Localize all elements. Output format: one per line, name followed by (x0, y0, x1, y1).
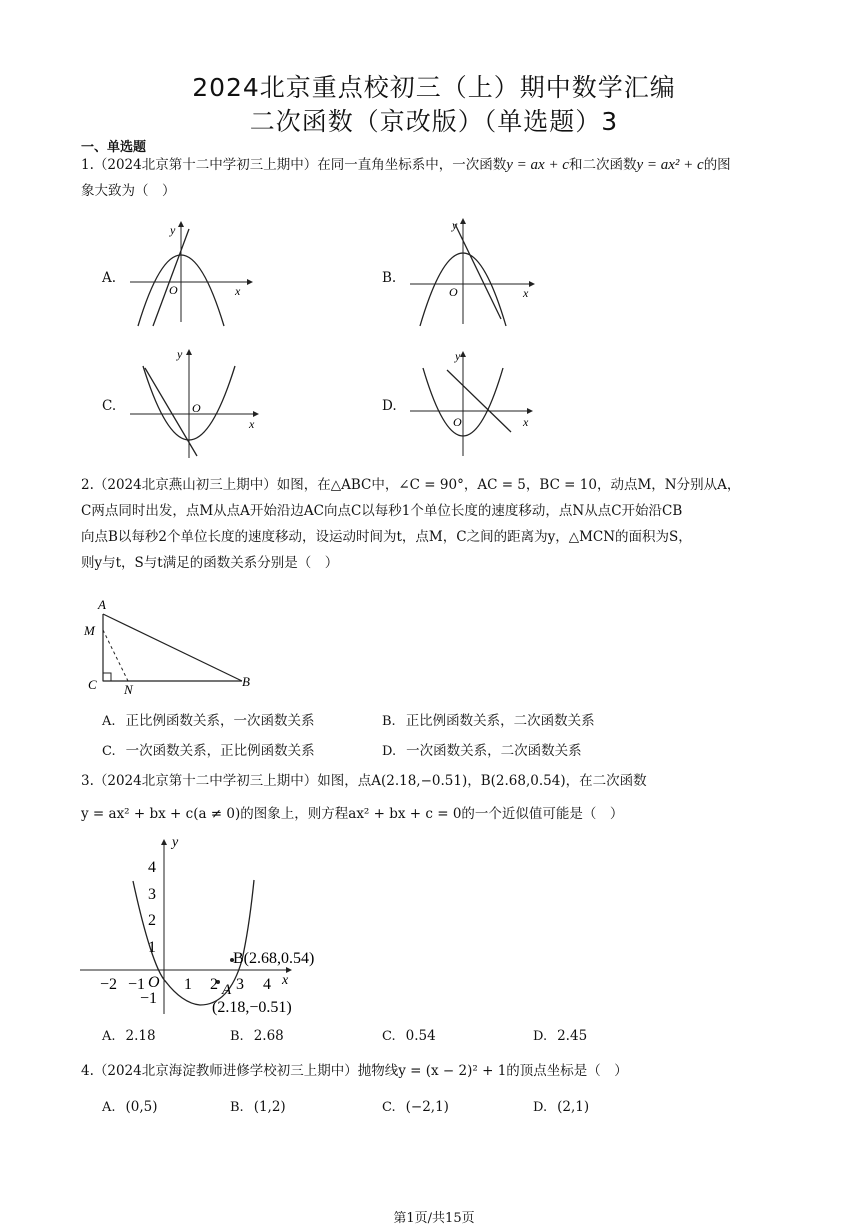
q3-ytick-4: 4 (148, 859, 156, 876)
q1-graph-d (405, 344, 540, 460)
q2-triangle-figure (82, 596, 262, 696)
q3-xtick-1: 1 (184, 976, 192, 993)
q2-option-a[interactable] (102, 709, 315, 729)
axis-y-label: y (452, 218, 458, 232)
q3-option-a-text: 2.18 (125, 1028, 156, 1044)
q1-text-c: 的图 (703, 157, 731, 173)
q4-option-d-text: (2,1) (557, 1099, 590, 1115)
doc-title: 2024北京重点校初三（上）期中数学汇编 (192, 73, 676, 102)
q4-option-c-label: C. (382, 1100, 396, 1115)
origin-label: O (192, 401, 201, 415)
q1-expr-quadratic: y = ax² + c (636, 157, 704, 173)
q3-point-a-letter: A (222, 982, 232, 998)
question-3 (81, 768, 791, 834)
q2-option-b-text: 正比例函数关系，二次函数关系 (405, 713, 595, 729)
q4-option-b-label: B. (230, 1100, 244, 1115)
q3-option-b-label: B. (230, 1029, 244, 1044)
q3-xtick-4: 4 (263, 976, 271, 993)
vertex-b-label: B (242, 674, 250, 689)
q3-xtick-neg2: −2 (100, 976, 118, 993)
q1-text-b: 和二次函数 (568, 157, 637, 173)
q2-line4: 则y与t，S与t满足的函数关系分别是（ ） (81, 555, 339, 571)
q4-option-a[interactable] (102, 1099, 158, 1115)
q2-option-b-label: B. (382, 714, 396, 729)
q3-option-d-label: D. (533, 1029, 548, 1044)
q1-option-b-label[interactable]: B. (382, 270, 397, 286)
q3-ytick-3: 3 (148, 886, 156, 903)
q2-option-b[interactable] (382, 709, 595, 729)
q3-option-d[interactable] (533, 1028, 587, 1044)
origin-label: O (169, 283, 178, 297)
q3-xlabel: x (282, 973, 289, 988)
q1-expr-linear: y = ax + c (506, 157, 569, 173)
question-4 (81, 1058, 791, 1084)
q3-xtick-neg1: −1 (128, 976, 146, 993)
q1-graph-a (125, 218, 255, 328)
q3-ylabel: y (172, 835, 179, 850)
axis-x-label: x (249, 417, 255, 431)
question-1 (81, 152, 791, 204)
q4-option-c-text: (−2,1) (405, 1099, 449, 1115)
q3-option-a-label: A. (102, 1029, 116, 1044)
q4-option-c[interactable] (382, 1099, 449, 1115)
point-m-label: M (84, 623, 95, 638)
q1-option-c-label[interactable]: C. (102, 398, 117, 414)
point-n-label: N (124, 682, 133, 696)
q3-point-b-label: B(2.68,0.54) (233, 950, 315, 967)
q3-line2: y = ax² + bx + c(a ≠ 0)的图象上，则方程ax² + bx + c = 0的一个近似值可能是（ ） (81, 806, 624, 822)
q4-option-d[interactable] (533, 1099, 589, 1115)
q2-option-c-label: C. (102, 744, 116, 759)
q3-option-d-text: 2.45 (557, 1028, 588, 1044)
vertex-c-label: C (88, 677, 97, 692)
q3-parabola-graph (76, 832, 336, 1022)
q3-option-b[interactable] (230, 1028, 284, 1044)
origin-label: O (453, 415, 462, 429)
q3-xtick-2: 2 (210, 976, 218, 993)
q3-option-c[interactable] (382, 1028, 436, 1044)
q4-option-b-text: (1,2) (253, 1099, 286, 1115)
q4-option-b[interactable] (230, 1099, 286, 1115)
q3-option-a[interactable] (102, 1028, 156, 1044)
q3-ytick-neg1: −1 (140, 990, 158, 1007)
question-2 (81, 472, 791, 576)
q2-line2: C两点同时出发，点M从点A开始沿边AC向点C以每秒1个单位长度的速度移动，点N从点C开始沿CB (81, 503, 683, 519)
page-footer: 第1页/共15页 (393, 1211, 475, 1226)
q1-graph-b (405, 214, 540, 328)
q3-option-b-text: 2.68 (253, 1028, 284, 1044)
q4-line1: 4.（2024北京海淀教师进修学校初三上期中）抛物线y = (x − 2)² + 1的顶点坐标是（ ） (81, 1063, 628, 1079)
section-heading: 一、单选题 (81, 140, 147, 155)
q3-origin: O (148, 974, 160, 991)
q1-graph-c (125, 344, 265, 460)
q3-ytick-2: 2 (148, 912, 156, 929)
axis-x-label: x (523, 415, 529, 429)
q1-option-a-label[interactable]: A. (102, 270, 117, 286)
doc-subtitle: 二次函数（京改版）（单选题）3 (249, 107, 619, 136)
q3-option-c-text: 0.54 (405, 1028, 436, 1044)
axis-y-label: y (170, 223, 176, 237)
q3-option-c-label: C. (382, 1029, 396, 1044)
q4-option-a-label: A. (102, 1100, 116, 1115)
q2-option-c-text: 一次函数关系，正比例函数关系 (125, 743, 315, 759)
axis-x-label: x (523, 286, 529, 300)
axis-x-label: x (235, 284, 241, 298)
q2-option-a-text: 正比例函数关系，一次函数关系 (125, 713, 315, 729)
q3-ytick-1: 1 (148, 939, 156, 956)
q2-line1: 2.（2024北京燕山初三上期中）如图，在△ABC中，∠C = 90°，AC = 5，BC = 10，动点M，N分别从A， (81, 477, 741, 493)
q3-point-a-coords: (2.18,−0.51) (212, 999, 292, 1016)
q2-option-d[interactable] (382, 739, 582, 759)
q2-option-d-text: 一次函数关系，二次函数关系 (406, 743, 582, 759)
q2-option-d-label: D. (382, 744, 397, 759)
q4-option-a-text: (0,5) (125, 1099, 158, 1115)
q3-xtick-3: 3 (236, 976, 244, 993)
q2-option-a-label: A. (102, 714, 116, 729)
q2-line3: 向点B以每秒2个单位长度的速度移动，设运动时间为t，点M，C之间的距离为y，△MCN的面积为S， (81, 529, 692, 545)
axis-y-label: y (177, 347, 183, 361)
q2-option-c[interactable] (102, 739, 315, 759)
q4-option-d-label: D. (533, 1100, 548, 1115)
vertex-a-label: A (98, 597, 106, 612)
q1-text-a: 1.（2024北京第十二中学初三上期中）在同一直角坐标系中，一次函数 (81, 157, 507, 173)
axis-y-label: y (455, 349, 461, 363)
q1-option-d-label[interactable]: D. (382, 398, 397, 414)
origin-label: O (449, 285, 458, 299)
q1-text-line2: 象大致为（ ） (81, 183, 176, 199)
q3-line1: 3.（2024北京第十二中学初三上期中）如图，点A(2.18,−0.51)，B(2.68,0.54)，在二次函数 (81, 773, 647, 789)
